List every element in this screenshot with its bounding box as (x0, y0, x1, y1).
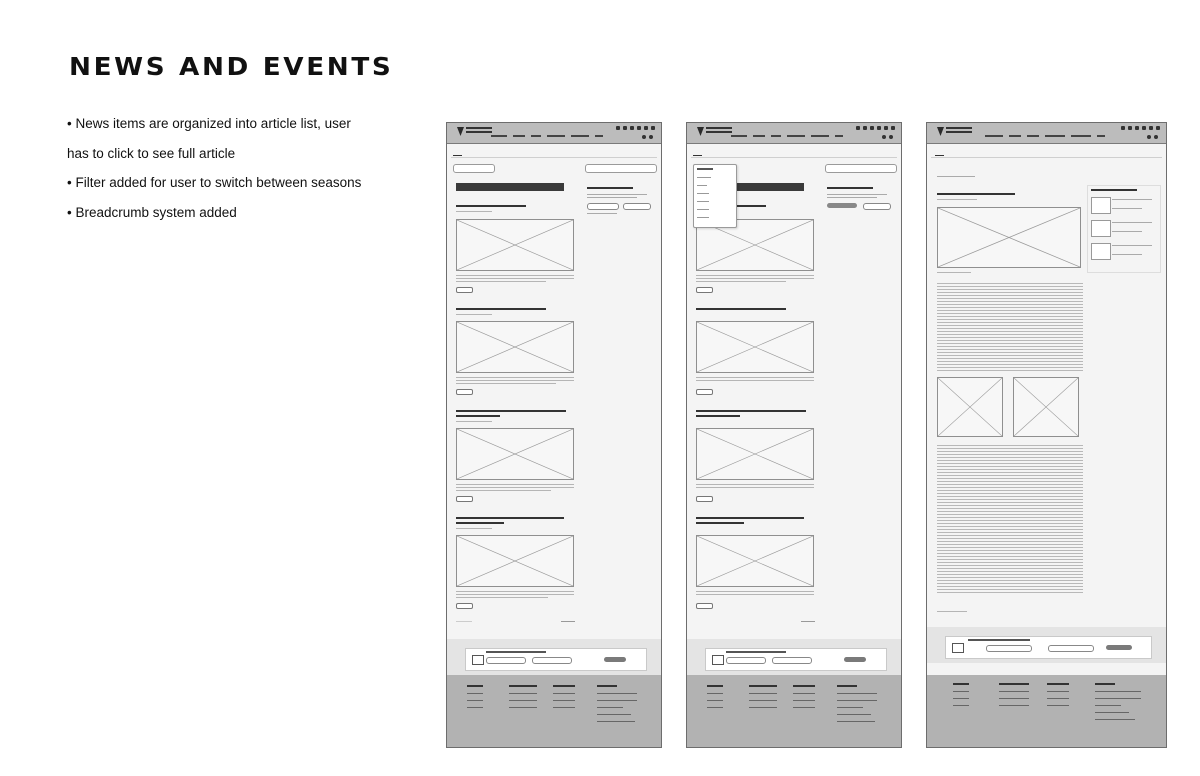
user-icons (882, 135, 893, 139)
nav-links (731, 135, 843, 137)
wireframe-full-article (926, 122, 1167, 748)
club-logo-icon (697, 127, 704, 136)
wireframe-filter-open (686, 122, 902, 748)
bullet-list (67, 114, 397, 232)
page-title: NEWS AND EVENTS (69, 52, 394, 81)
wireframe-article-list (446, 122, 662, 748)
club-logo-icon (457, 127, 464, 136)
tab-bar (453, 151, 479, 156)
social-icons (616, 126, 655, 130)
nav-bar (927, 123, 1166, 144)
nav-links (491, 135, 603, 137)
social-icons (1121, 126, 1160, 130)
recent-posts-sidebar (1087, 185, 1161, 273)
calendar-sidebar (825, 185, 895, 221)
calendar-sidebar (585, 185, 655, 221)
breadcrumb (937, 176, 975, 177)
bullet-line: • Breadcrumb system added (67, 204, 237, 220)
list-heading-placeholder (456, 183, 564, 191)
season-filter-dropdown-open (693, 164, 737, 228)
nav-links (985, 135, 1105, 137)
social-icons (856, 126, 895, 130)
bullet-line: • News items are organized into article list, user (67, 116, 351, 131)
club-logo-icon (937, 127, 944, 136)
logo-wordmark (706, 127, 732, 129)
tab-bar (935, 151, 962, 156)
season-filter-dropdown (453, 164, 495, 173)
search-input (825, 164, 897, 173)
bullet-line: • Filter added for user to switch between seasons (67, 175, 362, 190)
user-icons (1147, 135, 1158, 139)
logo-wordmark (466, 127, 492, 129)
nav-bar (687, 123, 901, 144)
search-input (585, 164, 657, 173)
logo-wordmark (946, 127, 972, 129)
nav-bar (447, 123, 661, 144)
bullet-line: has to click to see full article (67, 145, 236, 161)
user-icons (642, 135, 653, 139)
tab-bar (693, 151, 719, 156)
